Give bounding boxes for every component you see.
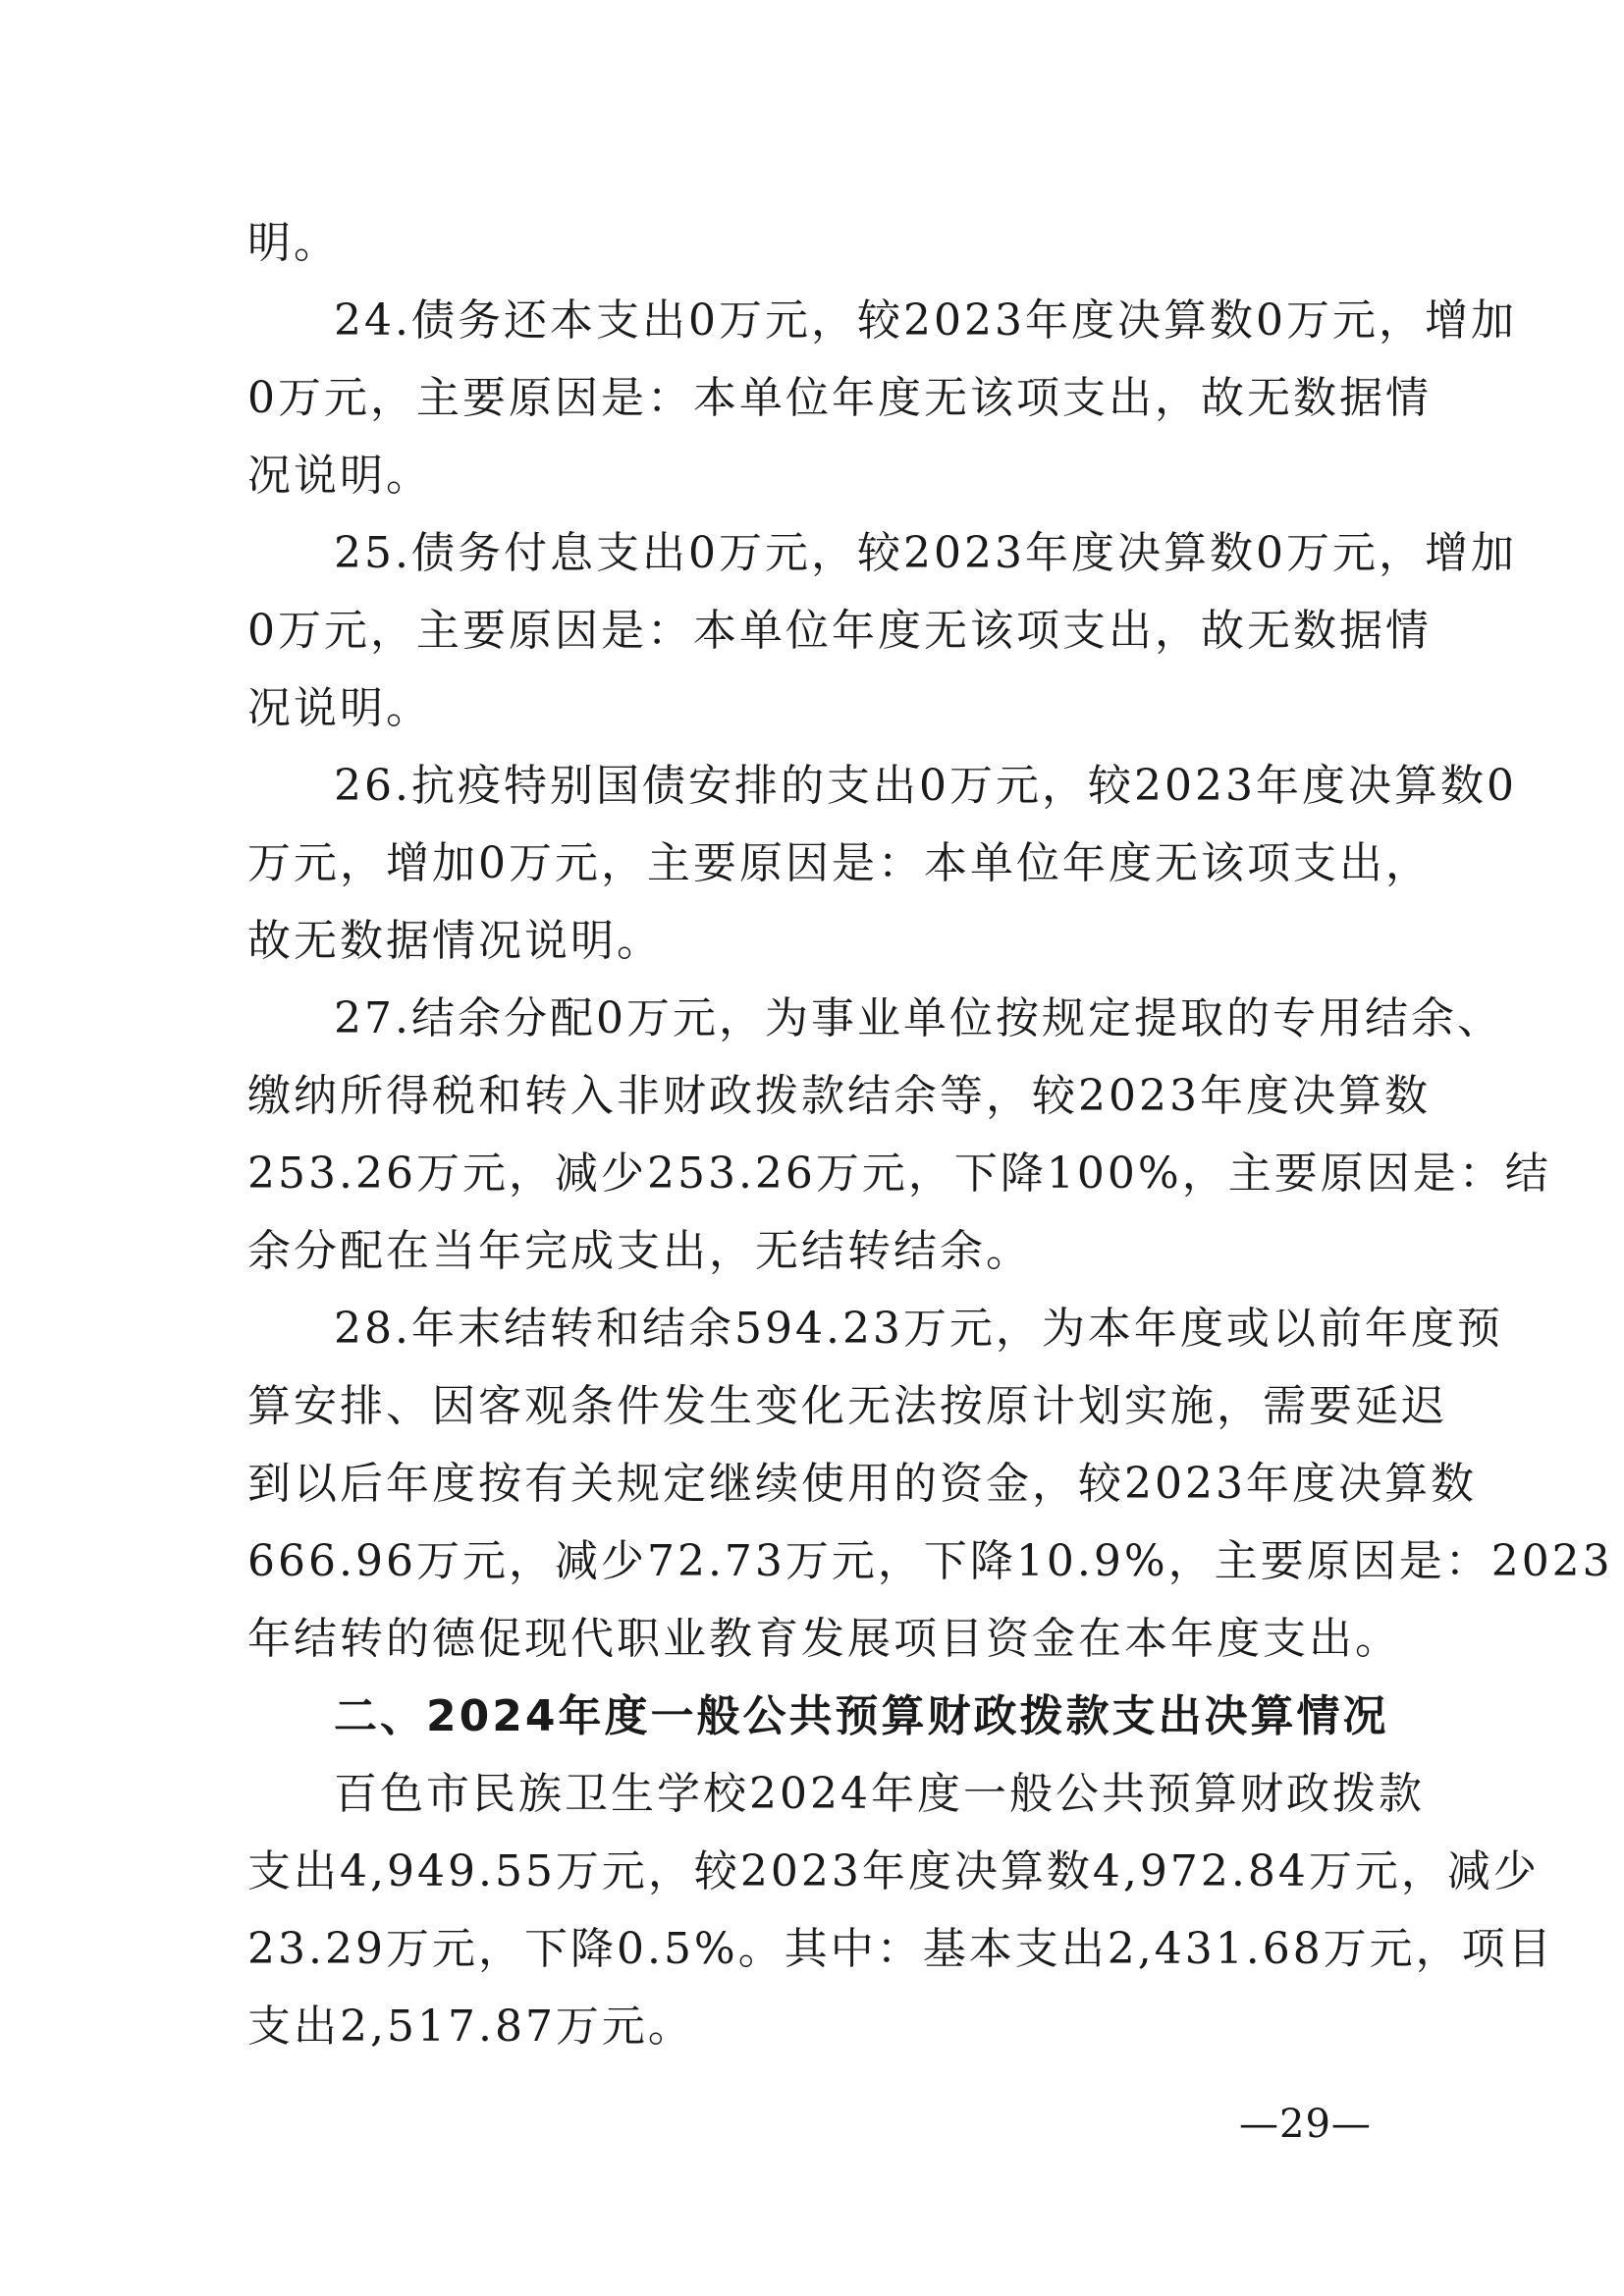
text-line: 28.年末结转和结余594.23万元，为本年度或以前年度预 — [334, 1304, 1503, 1354]
section-heading: 二、2024年度一般公共预算财政拨款支出决算情况 — [334, 1691, 1389, 1741]
text-line: 缴纳所得税和转入非财政拨款结余等，较2023年度决算数 — [247, 1071, 1431, 1121]
text-line: 24.债务还本支出0万元，较2023年度决算数0万元，增加 — [334, 295, 1517, 346]
text-line: 到以后年度按有关规定继续使用的资金，较2023年度决算数 — [247, 1459, 1477, 1509]
text-line: 万元，增加0万元，主要原因是：本单位年度无该项支出， — [247, 838, 1432, 888]
text-line: 算安排、因客观条件发生变化无法按原计划实施，需要延迟 — [247, 1381, 1447, 1431]
text-line: 支出2,517.87万元。 — [247, 2002, 694, 2052]
page-number: —29— — [1239, 2102, 1372, 2147]
text-line: 27.结余分配0万元，为事业单位按规定提取的专用结余、 — [334, 993, 1503, 1043]
text-line: 0万元，主要原因是：本单位年度无该项支出，故无数据情 — [247, 606, 1432, 656]
text-line: 23.29万元，下降0.5%。其中：基本支出2,431.68万元，项目 — [247, 1924, 1554, 1974]
text-line: 余分配在当年完成支出，无结转结余。 — [247, 1226, 1032, 1276]
text-line: 百色市民族卫生学校2024年度一般公共预算财政拨款 — [334, 1769, 1425, 1819]
text-line: 况说明。 — [247, 451, 432, 501]
text-line: 0万元，主要原因是：本单位年度无该项支出，故无数据情 — [247, 373, 1432, 423]
text-line: 666.96万元，减少72.73万元，下降10.9%，主要原因是：2023 — [247, 1536, 1613, 1586]
text-line: 明。 — [247, 218, 340, 268]
text-line: 26.抗疫特别国债安排的支出0万元，较2023年度决算数0 — [334, 761, 1517, 811]
text-line: 253.26万元，减少253.26万元，下降100%，主要原因是：结 — [247, 1148, 1551, 1199]
text-line: 况说明。 — [247, 683, 432, 733]
text-line: 25.债务付息支出0万元，较2023年度决算数0万元，增加 — [334, 528, 1517, 578]
text-line: 故无数据情况说明。 — [247, 916, 663, 966]
text-line: 年结转的德促现代职业教育发展项目资金在本年度支出。 — [247, 1614, 1401, 1664]
text-line: 支出4,949.55万元，较2023年度决算数4,972.84万元，减少 — [247, 1846, 1540, 1896]
